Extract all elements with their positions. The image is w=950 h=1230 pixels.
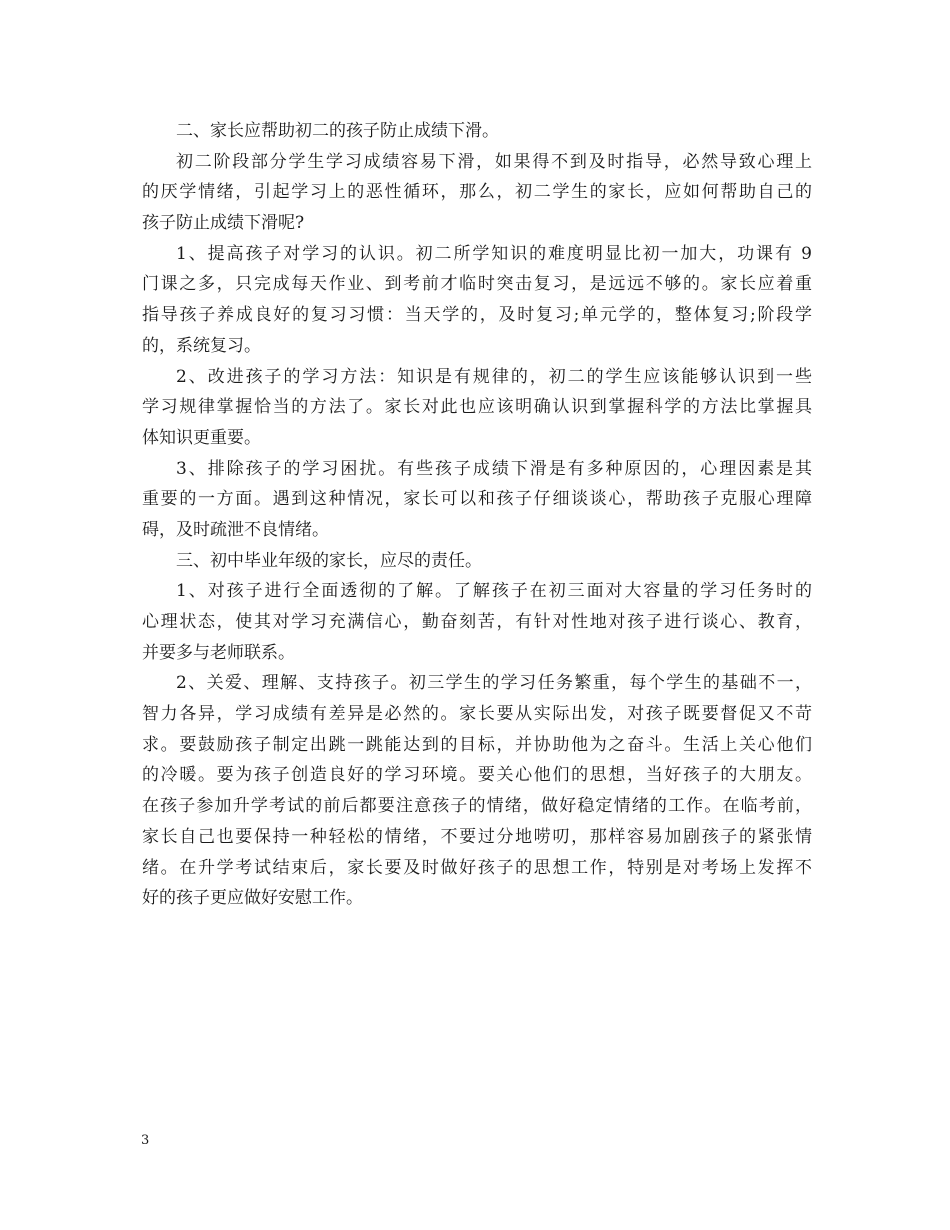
text-line: 体知识更重要。 [142, 427, 261, 448]
paragraph [142, 576, 812, 668]
text-line: 3、排除孩子的学习困扰。有些孩子成绩下滑是有多种原因的，心理因素是其 [176, 458, 812, 479]
paragraph [142, 546, 812, 577]
paragraph [142, 147, 812, 239]
text-line: 2、改进孩子的学习方法：知识是有规律的，初二的学生应该能够认识到一些 [176, 366, 812, 387]
paragraph [142, 454, 812, 546]
text-line: 在孩子参加升学考试的前后都要注意孩子的情绪，做好稳定情绪的工作。在临考前， [142, 796, 812, 817]
text-line: 门课之多，只完成每天作业、到考前才临时突击复习，是远远不够的。家长应着重 [142, 274, 812, 295]
text-line: 碍，及时疏泄不良情绪。 [142, 519, 329, 540]
text-line: 求。要鼓励孩子制定出跳一跳能达到的目标，并协助他为之奋斗。生活上关心他们 [142, 734, 812, 755]
text-line: 心理状态，使其对学习充满信心，勤奋刻苦，有针对性地对孩子进行谈心、教育， [142, 612, 812, 632]
text-line: 初二阶段部分学生学习成绩容易下滑，如果得不到及时指导，必然导致心理上 [176, 151, 812, 172]
text-line: 学习规律掌握恰当的方法了。家长对此也应该明确认识到掌握科学的方法比掌握具 [142, 397, 812, 418]
paragraph [142, 668, 812, 914]
text-line: 指导孩子养成良好的复习习惯：当天学的，及时复习;单元学的，整体复习;阶段学 [142, 305, 812, 326]
text-line: 并要多与老师联系。 [142, 642, 295, 663]
text-line: 的冷暖。要为孩子创造良好的学习环境。要关心他们的思想，当好孩子的大朋友。 [142, 765, 812, 786]
text-line: 的，系统复习。 [142, 335, 261, 356]
text-line: 家长自己也要保持一种轻松的情绪，不要过分地唠叨，那样容易加剧孩子的紧张情 [142, 826, 812, 847]
text-line: 重要的一方面。遇到这种情况，家长可以和孩子仔细谈谈心，帮助孩子克服心理障 [142, 489, 812, 510]
text-line: 1、提高孩子对学习的认识。初二所学知识的难度明显比初一加大，功课有 9 [176, 243, 812, 264]
paragraph [142, 239, 812, 362]
text-line: 二、家长应帮助初二的孩子防止成绩下滑。 [176, 121, 499, 141]
text-line: 智力各异，学习成绩有差异是必然的。家长要从实际出发，对孩子既要督促又不苛 [142, 704, 812, 725]
text-line: 绪。在升学考试结束后，家长要及时做好孩子的思想工作，特别是对考场上发挥不 [142, 857, 812, 878]
text-line: 三、初中毕业年级的家长，应尽的责任。 [176, 550, 482, 571]
page-number: 3 [141, 1133, 150, 1148]
paragraph [142, 362, 812, 454]
text-line: 2、关爱、理解、支持孩子。初三学生的学习任务繁重，每个学生的基础不一， [176, 673, 812, 694]
paragraph [142, 116, 812, 147]
text-line: 的厌学情绪，引起学习上的恶性循环，那么，初二学生的家长，应如何帮助自己的 [142, 182, 812, 203]
document-body [142, 116, 812, 914]
text-line: 好的孩子更应做好安慰工作。 [142, 888, 363, 909]
text-line: 1、对孩子进行全面透彻的了解。了解孩子在初三面对大容量的学习任务时的 [176, 581, 812, 602]
text-line: 孩子防止成绩下滑呢? [142, 213, 305, 234]
